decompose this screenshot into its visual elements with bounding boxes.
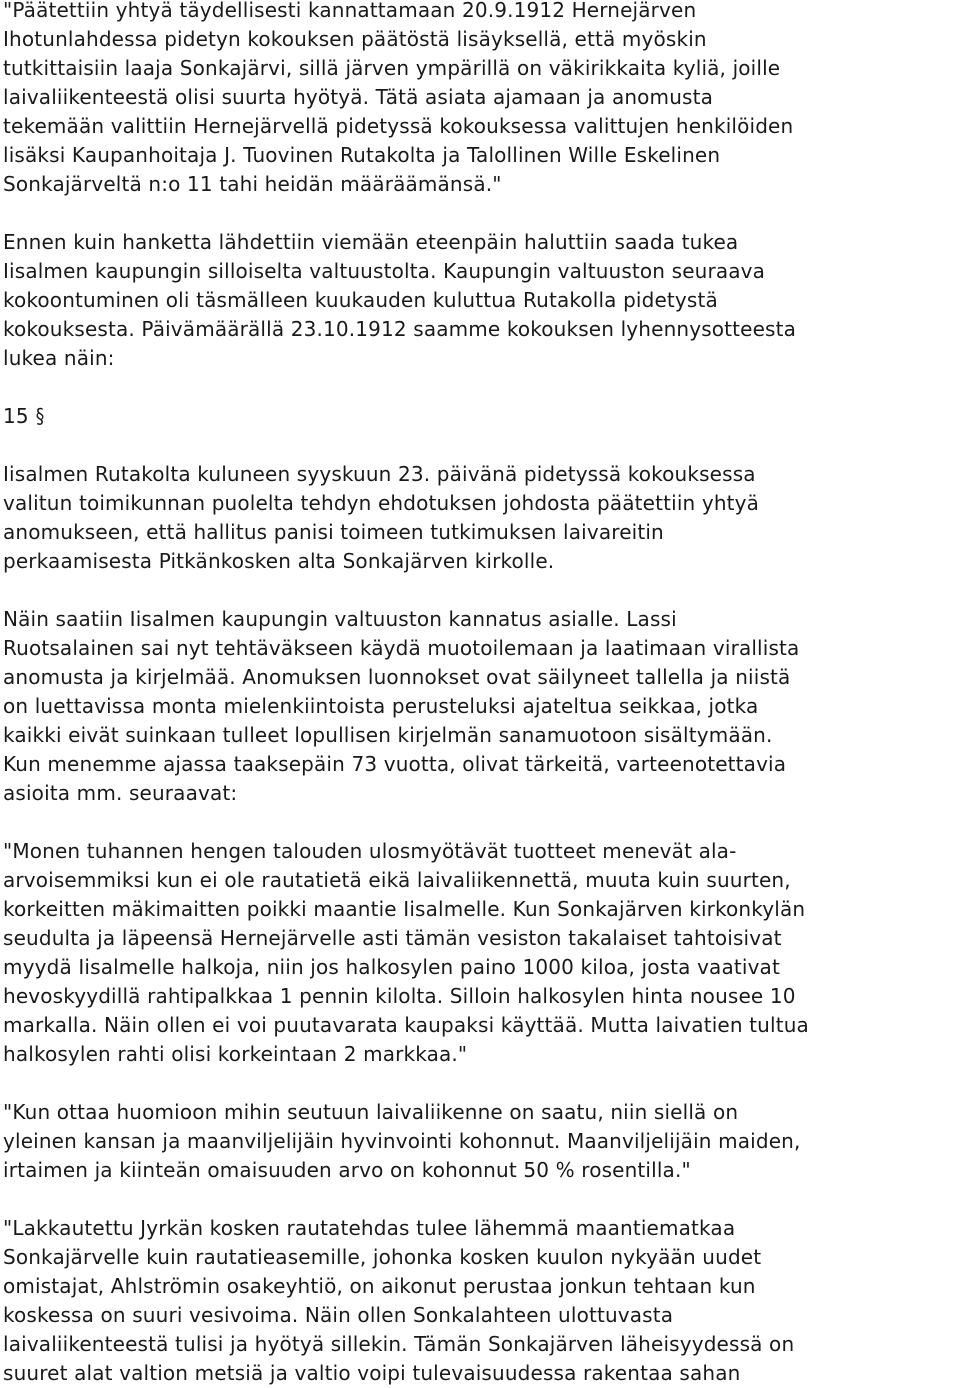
text-line: seudulta ja läpeensä Hernejärvelle asti tämän vesiston takalaiset tahtoisivat: [3, 926, 782, 950]
text-line: "Päätettiin yhtyä täydellisesti kannattamaan 20.9.1912 Hernejärven: [3, 0, 697, 22]
paragraph-gap: [3, 576, 960, 605]
text-line: laivaliikenteestä olisi suurta hyötyä. Tätä asiata ajamaan ja anomusta: [3, 85, 713, 109]
paragraph-quote-welfare: [3, 1098, 960, 1185]
text-line: irtaimen ja kiinteän omaisuuden arvo on kohonnut 50 % rosentilla.": [3, 1158, 691, 1182]
section-marker: [3, 402, 960, 431]
text-line: anomukseen, että hallitus panisi toimeen tutkimuksen laivareitin: [3, 520, 664, 544]
text-line: Ihotunlahdessa pidetyn kokouksen päätöstä lisäyksellä, että myöskin: [3, 27, 707, 51]
text-line: koskessa on suuri vesivoima. Näin ollen Sonkalahteen ulottuvasta: [3, 1303, 674, 1327]
paragraph-gap: [3, 373, 960, 402]
paragraph-gap: [3, 431, 960, 460]
text-line: Näin saatiin Iisalmen kaupungin valtuuston kannatus asialle. Lassi: [3, 607, 677, 631]
paragraph-gap: [3, 199, 960, 228]
text-line: kokoontuminen oli täsmälleen kuukauden kuluttua Rutakolla pidetystä: [3, 288, 718, 312]
paragraph-council-support: [3, 228, 960, 373]
text-line: yleinen kansan ja maanviljelijäin hyvinvointi kohonnut. Maanviljelijäin maiden,: [3, 1129, 801, 1153]
paragraph-petition-drafts: [3, 605, 960, 808]
text-line: korkeitten mäkimaitten poikki maantie Iisalmelle. Kun Sonkajärven kirkonkylän: [3, 897, 806, 921]
text-line: Ennen kuin hanketta lähdettiin viemään eteenpäin haluttiin saada tukea: [3, 230, 739, 254]
text-line: laivaliikenteestä tulisi ja hyötyä sillekin. Tämän Sonkajärven läheisyydessä on: [3, 1332, 795, 1356]
text-line: arvoisemmiksi kun ei ole rautatietä eikä laivaliikennettä, muuta kuin suurten,: [3, 868, 791, 892]
paragraph-gap: [3, 1185, 960, 1214]
text-line: kaikki eivät suinkaan tulleet lopullisen kirjelmän sanamuotoon sisältymään.: [3, 723, 773, 747]
text-line: Sonkajärveltä n:o 11 tahi heidän määräämänsä.": [3, 172, 502, 196]
text-line: lukea näin:: [3, 346, 115, 370]
text-line: valitun toimikunnan puolelta tehdyn ehdotuksen johdosta päätettiin yhtyä: [3, 491, 760, 515]
document-page: [3, 0, 960, 1388]
text-line: lisäksi Kaupanhoitaja J. Tuovinen Rutakolta ja Talollinen Wille Eskelinen: [3, 143, 721, 167]
text-line: omistajat, Ahlströmin osakeyhtiö, on aikonut perustaa jonkun tehtaan kun: [3, 1274, 756, 1298]
text-line: asioita mm. seuraavat:: [3, 781, 238, 805]
text-line: suuret alat valtion metsiä ja valtio voipi tulevaisuudessa rakentaa sahan: [3, 1361, 741, 1385]
text-line: Ruotsalainen sai nyt tehtäväkseen käydä muotoilemaan ja laatimaan virallista: [3, 636, 800, 660]
text-line: kokouksesta. Päivämäärällä 23.10.1912 saamme kokouksen lyhennysotteesta: [3, 317, 797, 341]
text-line: Sonkajärvelle kuin rautatieasemille, johonka kosken kuulon nykyään uudet: [3, 1245, 762, 1269]
paragraph-quote-firewood: [3, 837, 960, 1069]
paragraph-gap: [3, 1069, 960, 1098]
text-line: on luettavissa monta mielenkiintoista perusteluksi ajateltua seikkaa, jotka: [3, 694, 759, 718]
text-line: perkaamisesta Pitkänkosken alta Sonkajärven kirkolle.: [3, 549, 555, 573]
text-line: anomusta ja kirjelmää. Anomuksen luonnokset ovat säilyneet tallella ja niistä: [3, 665, 791, 689]
section-number: 15: [3, 404, 29, 428]
text-line: "Kun ottaa huomioon mihin seutuun laivaliikenne on saatu, niin siellä on: [3, 1100, 739, 1124]
paragraph-gap: [3, 808, 960, 837]
paragraph-quote-ironworks: [3, 1214, 960, 1388]
text-line: tekemään valittiin Hernejärvellä pidetyssä kokouksessa valittujen henkilöiden: [3, 114, 794, 138]
text-line: Iisalmen kaupungin silloiselta valtuustolta. Kaupungin valtuuston seuraava: [3, 259, 766, 283]
section-sign-icon: §: [35, 404, 45, 428]
text-line: "Monen tuhannen hengen talouden ulosmyötävät tuotteet menevät ala-: [3, 839, 737, 863]
paragraph-minutes-excerpt: [3, 460, 960, 576]
paragraph-quote-decision: [3, 0, 960, 199]
text-line: "Lakkautettu Jyrkän kosken rautatehdas tulee lähemmä maantiematkaa: [3, 1216, 736, 1240]
text-line: markalla. Näin ollen ei voi puutavarata kaupaksi käyttää. Mutta laivatien tultua: [3, 1013, 809, 1037]
text-line: halkosylen rahti olisi korkeintaan 2 markkaa.": [3, 1042, 468, 1066]
text-line: myydä Iisalmelle halkoja, niin jos halkosylen paino 1000 kiloa, josta vaativat: [3, 955, 780, 979]
text-line: Kun menemme ajassa taaksepäin 73 vuotta, olivat tärkeitä, varteenotettavia: [3, 752, 787, 776]
text-line: hevoskyydillä rahtipalkkaa 1 pennin kilolta. Silloin halkosylen hinta nousee 10: [3, 984, 796, 1008]
text-line: Iisalmen Rutakolta kuluneen syyskuun 23. päivänä pidetyssä kokouksessa: [3, 462, 756, 486]
text-line: tutkittaisiin laaja Sonkajärvi, sillä järven ympärillä on väkirikkaita kyliä, joille: [3, 56, 781, 80]
